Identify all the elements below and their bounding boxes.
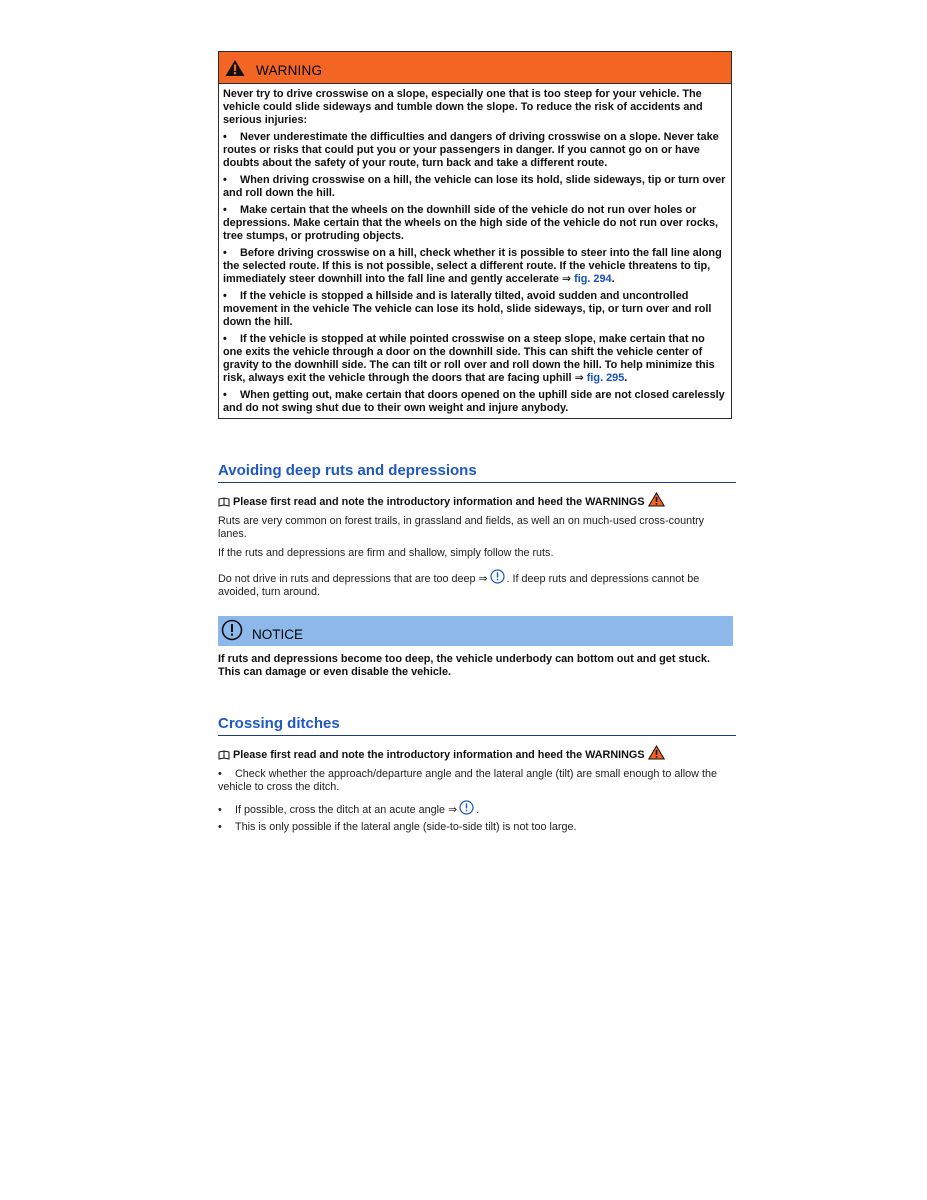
notice-circle-icon[interactable]: [459, 800, 474, 815]
notice-circle-icon: [221, 619, 243, 641]
paragraph: Ruts are very common on forest trails, in grassland and fields, as well an on much-used cross-country lanes.: [218, 515, 705, 540]
notice-title: NOTICE: [252, 626, 304, 642]
warning-triangle-icon: [225, 59, 245, 77]
warning-item: • Never underestimate the difficulties and dangers of driving crosswise on a slope. Never take routes or risks that could put you or your passengers in danger. If you cannot go on or have doubts about the safety of your route, turn back and take a different route.: [223, 131, 719, 169]
intro-note: Please first read and note the introductory information and heed the WARNINGS: [218, 494, 665, 509]
section-heading-ditches: Crossing ditches: [218, 715, 736, 736]
warning-header: [219, 52, 731, 84]
warning-intro: Never try to drive crosswise on a slope, especially one that is too steep for your vehicle. The vehicle could slide sideways and tumble down the slope. To reduce the risk of accidents and serious injuries:: [223, 88, 703, 126]
list-item: • If possible, cross the ditch at an acute angle ⇒ .: [218, 800, 732, 817]
warning-triangle-icon: [648, 745, 665, 760]
warning-body: [219, 84, 731, 418]
notice-circle-icon[interactable]: [490, 569, 505, 584]
intro-note: Please first read and note the introductory information and heed the WARNINGS: [218, 747, 665, 762]
warning-item: • Before driving crosswise on a hill, check whether it is possible to steer into the fall line along the selected route. If this is not possible, select a different route. If the vehicle threatens to tip, immediately steer downhill into the fall line and gently accelerate ⇒ fig. 294.: [223, 247, 722, 285]
section-heading-ruts: Avoiding deep ruts and depressions: [218, 462, 736, 483]
warning-box: [218, 51, 732, 419]
fig-294-link[interactable]: fig. 294: [574, 273, 612, 285]
warning-item: • When driving crosswise on a hill, the vehicle can lose its hold, slide sideways, tip or turn over and roll down the hill.: [223, 174, 726, 199]
list-item: • Check whether the approach/departure angle and the lateral angle (tilt) are small enough to allow the vehicle to cross the ditch.: [218, 768, 717, 793]
fig-295-link[interactable]: fig. 295: [586, 372, 625, 384]
warning-triangle-icon: [648, 492, 665, 507]
book-icon: [218, 497, 230, 507]
warning-item: • If the vehicle is stopped at while pointed crosswise on a steep slope, make certain that no one exits the vehicle through a door on the downhill side. This can shift the vehicle center of gravity to the downhill side. The can tilt or roll over and roll down the hill. To help minimize this risk, always exit the vehicle through the doors that are facing uphill ⇒ fig. 295.: [223, 333, 715, 384]
notice-box: [218, 616, 733, 646]
paragraph: If the ruts and depressions are firm and shallow, simply follow the ruts.: [218, 547, 554, 559]
list-item: • This is only possible if the lateral angle (side-to-side tilt) is not too large.: [218, 821, 577, 833]
warning-item: • If the vehicle is stopped a hillside and is laterally tilted, avoid sudden and uncontrolled movement in the vehicle The vehicle can lose its hold, slide sideways, tip, or turn over and roll down the hill.: [223, 290, 712, 328]
warning-item: • Make certain that the wheels on the downhill side of the vehicle do not run over holes or depressions. Make certain that the wheels on the high side of the vehicle do not run over rocks, tree stumps, or protruding objects.: [223, 204, 719, 242]
book-icon: [218, 750, 230, 760]
notice-text: If ruts and depressions become too deep, the vehicle underbody can bottom out and get stuck. This can damage or even disable the vehicle.: [218, 653, 710, 678]
warning-title: WARNING: [256, 63, 323, 78]
warning-item: • When getting out, make certain that doors opened on the uphill side are not closed carelessly and do not swing shut due to their own weight and injure anybody.: [223, 389, 725, 414]
paragraph: Do not drive in ruts and depressions that are too deep ⇒ . If deep ruts and depressions cannot be avoided, turn around.: [218, 569, 732, 599]
